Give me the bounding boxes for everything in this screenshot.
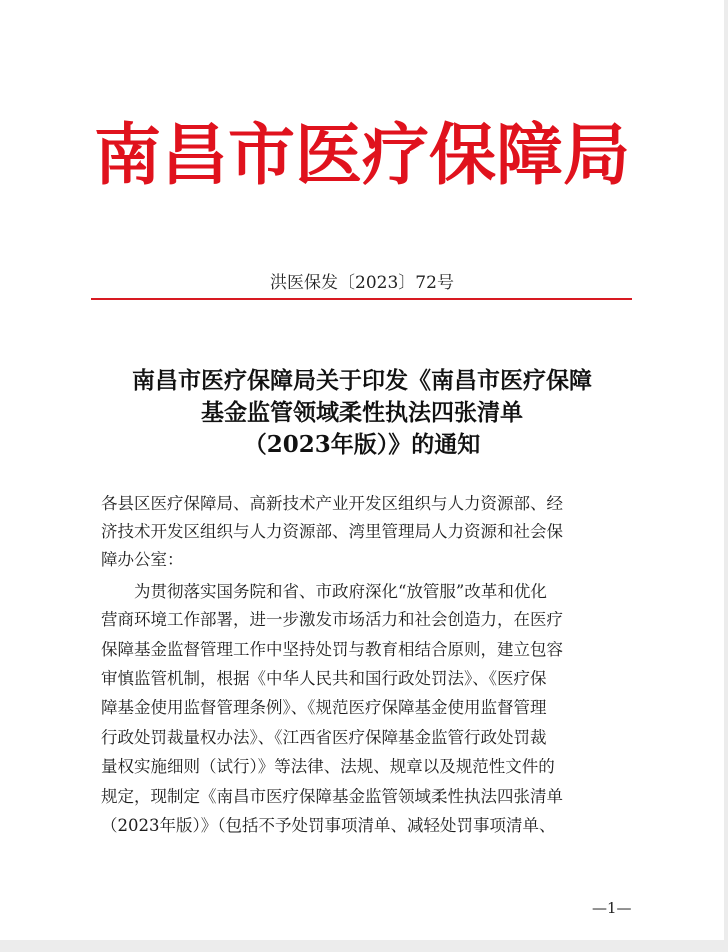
body-line-4: 为贯彻落实国务院和省、市政府深化“放管服”改革和优化: [134, 582, 547, 601]
body-line-12: （2023年版）》（包括不予处罚事项清单、减轻处罚事项清单、: [101, 816, 556, 835]
page-number: —1—: [592, 899, 632, 917]
body-line-3: 障办公室：: [101, 550, 184, 569]
document-title-line-3: （2023年版）》的通知: [243, 431, 481, 458]
body-line-11: 规定，现制定《南昌市医疗保障基金监管领域柔性执法四张清单: [101, 787, 563, 806]
body-line-10: 量权实施细则（试行）》等法律、法规、规章以及规范性文件的: [101, 757, 555, 776]
body-line-1: 各县区医疗保障局、高新技术产业开发区组织与人力资源部、经: [101, 494, 563, 513]
document-title-line-2: 基金监管领域柔性执法四张清单: [201, 399, 523, 426]
body-line-5: 营商环境工作部署，进一步激发市场活力和社会创造力，在医疗: [101, 610, 563, 629]
red-divider-line: [91, 298, 632, 300]
body-line-2: 济技术开发区组织与人力资源部、湾里管理局人力资源和社会保: [101, 522, 563, 541]
body-line-8: 障基金使用监督管理条例》、《规范医疗保障基金使用监督管理: [101, 698, 547, 717]
issuing-organization-header: 南昌市医疗保障局: [94, 116, 630, 194]
body-line-6: 保障基金监督管理工作中坚持处罚与教育相结合原则，建立包容: [101, 640, 563, 659]
document-number: 洪医保发〔2023〕72号: [270, 273, 454, 293]
body-line-9: 行政处罚裁量权办法》、《江西省医疗保障基金监管行政处罚裁: [101, 728, 547, 747]
document-title-line-1: 南昌市医疗保障局关于印发《南昌市医疗保障: [132, 367, 592, 394]
body-line-7: 审慎监管机制，根据《中华人民共和国行政处罚法》、《医疗保: [101, 669, 547, 688]
